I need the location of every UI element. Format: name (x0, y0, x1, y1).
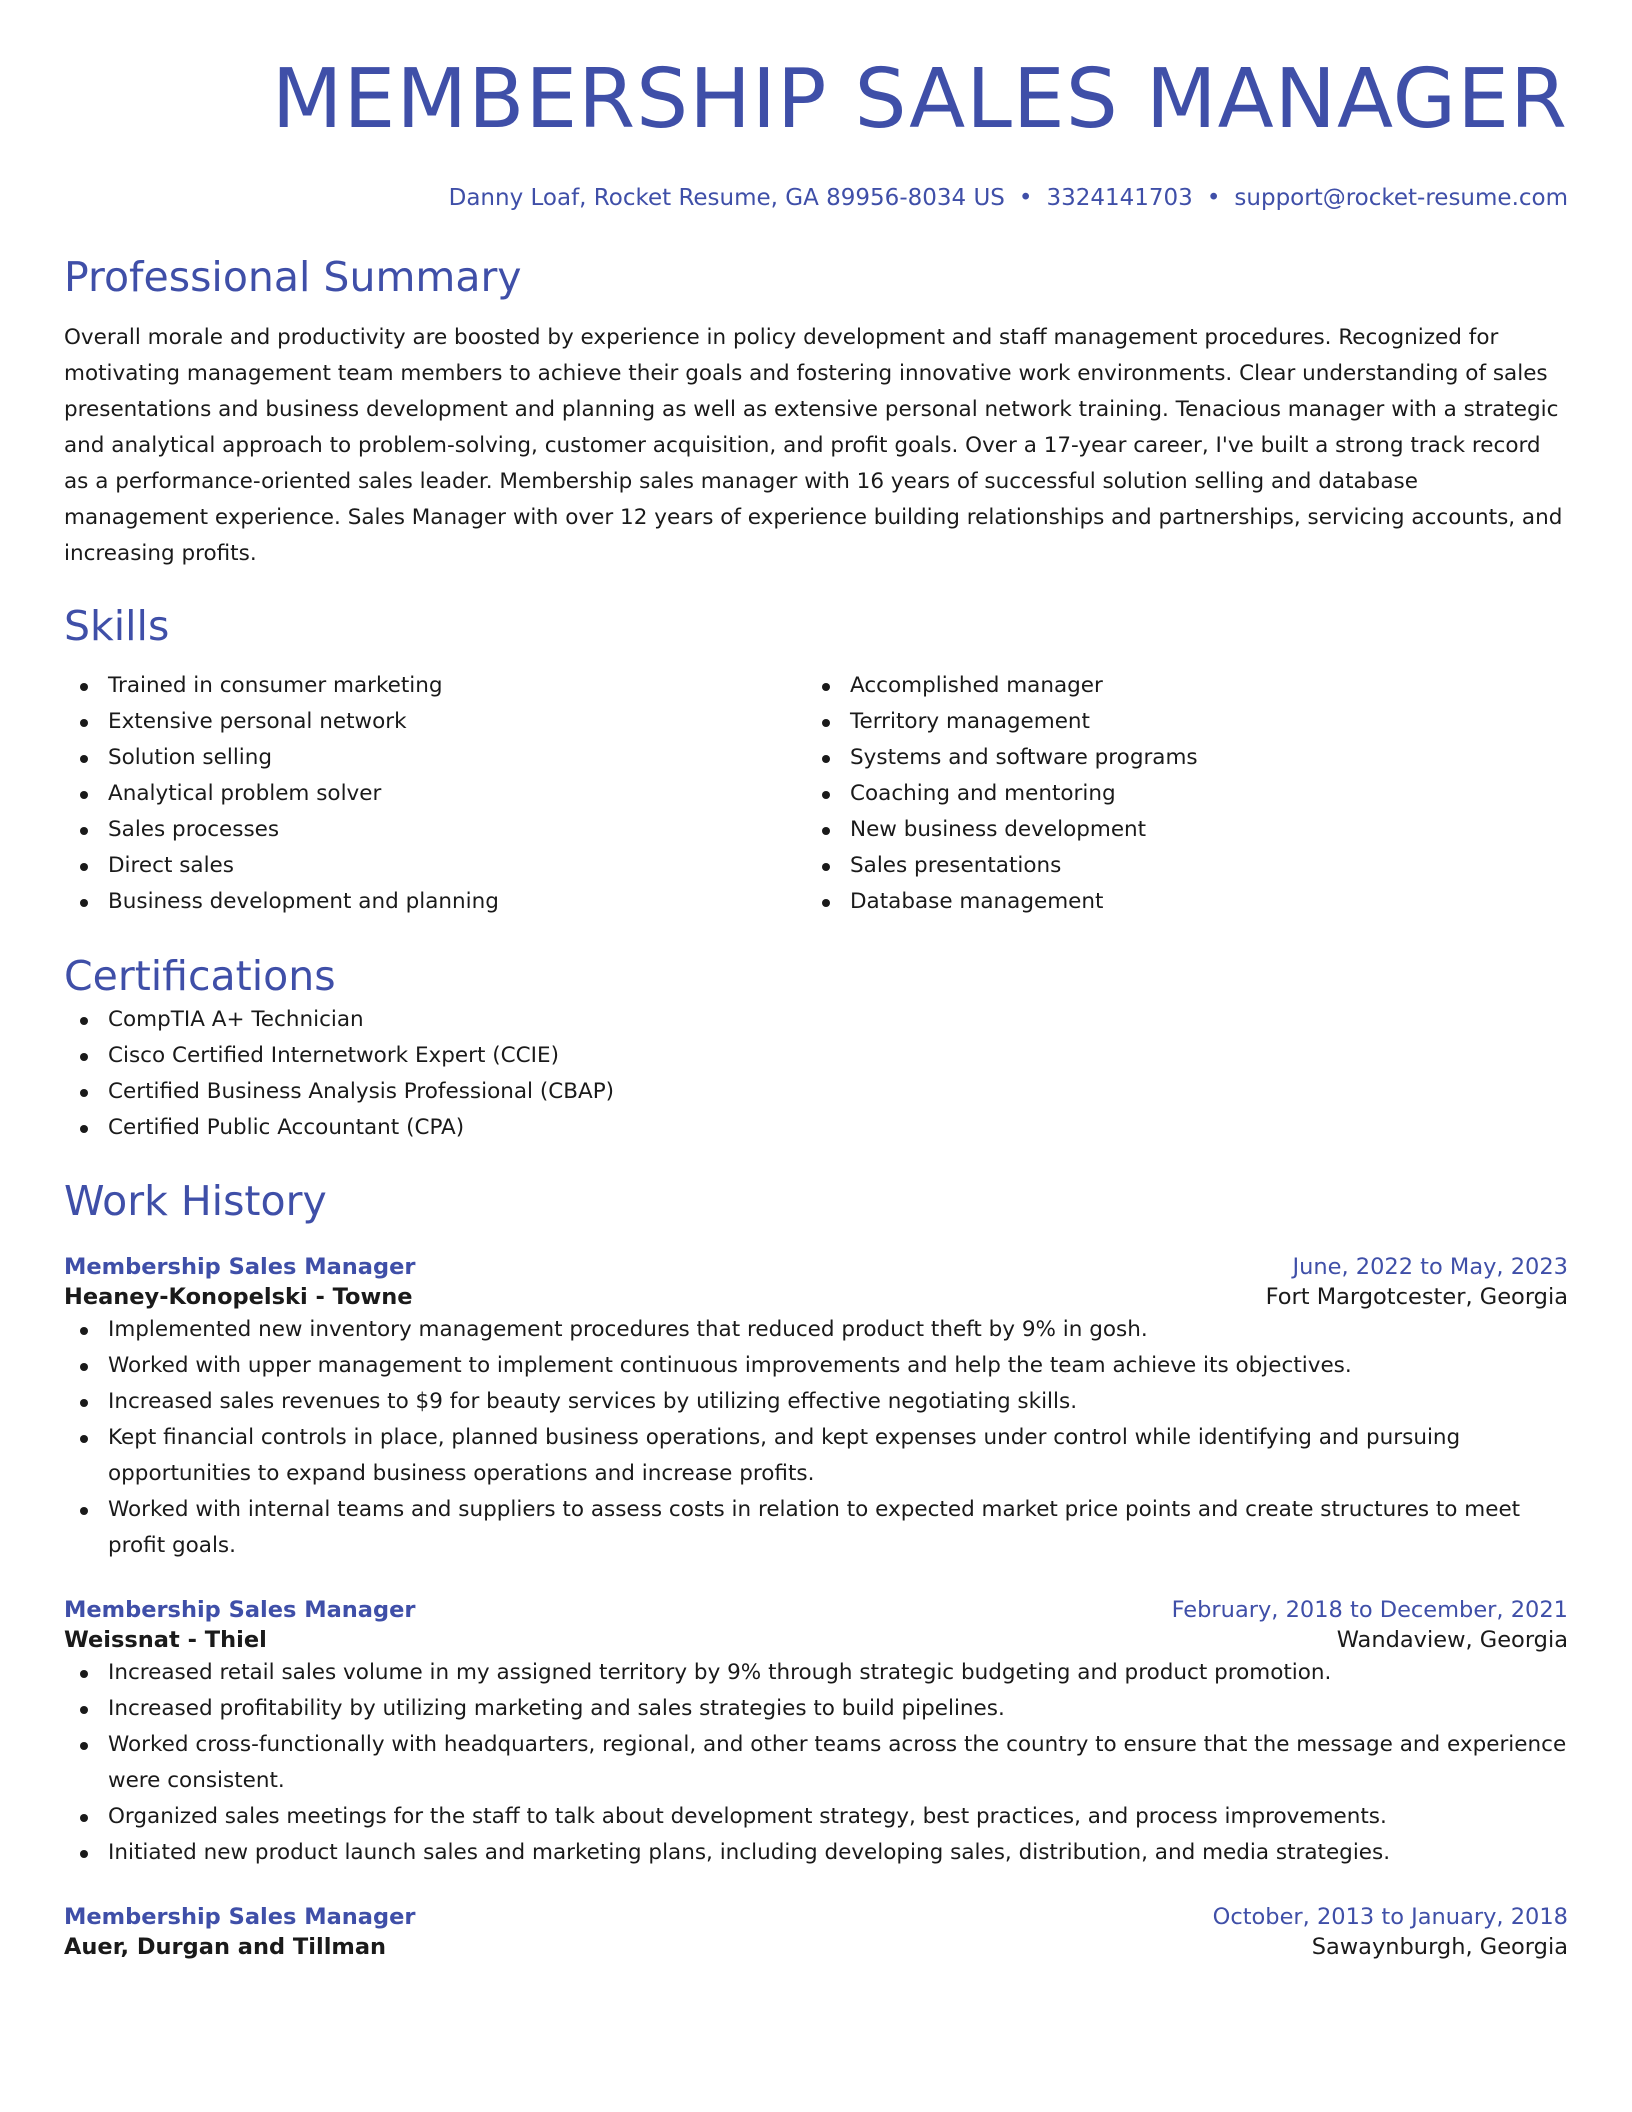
skill-item: Coaching and mentoring (806, 776, 1548, 812)
job-bullet: Kept financial controls in place, planned business operations, and kept expenses under control while identifying and pursuing opportunities to expand business operations and increase profits. (64, 1420, 1568, 1492)
job-location: Wandaview, Georgia (1336, 1627, 1568, 1653)
skills-right-list (806, 668, 1548, 920)
job-bullet: Implemented new inventory management procedures that reduced product theft by 9% in gosh. (64, 1312, 1568, 1348)
job-bullet: Increased retail sales volume in my assigned territory by 9% through strategic budgeting and product promotion. (64, 1655, 1568, 1691)
contact-line (64, 183, 1568, 213)
contact-separator: • (1018, 185, 1033, 211)
job-header-row (64, 1902, 1568, 1932)
skills-columns (64, 668, 1568, 920)
job-bullet: Worked with upper management to implement continuous improvements and help the team achieve its objectives. (64, 1348, 1568, 1384)
skill-item: Systems and software programs (806, 740, 1548, 776)
job-dates: October, 2013 to January, 2018 (1212, 1904, 1568, 1930)
job-title: Membership Sales Manager (64, 1597, 416, 1623)
skill-item: Database management (806, 884, 1548, 920)
skills-heading: Skills (64, 602, 170, 650)
certification-item: Certified Public Accountant (CPA) (64, 1110, 1568, 1146)
skill-item: Accomplished manager (806, 668, 1548, 704)
job-title: Membership Sales Manager (64, 1254, 416, 1280)
job-bullet: Worked with internal teams and suppliers to assess costs in relation to expected market price points and create structures to meet profit goals. (64, 1492, 1568, 1564)
skill-item: New business development (806, 812, 1548, 848)
job-bullet: Worked cross-functionally with headquarters, regional, and other teams across the country to ensure that the message and experience were consistent. (64, 1727, 1568, 1799)
job-dates: June, 2022 to May, 2023 (1292, 1254, 1568, 1280)
job-title: Membership Sales Manager (64, 1904, 416, 1930)
certification-item: Certified Business Analysis Professional (CBAP) (64, 1074, 1568, 1110)
job-entry (64, 1252, 1568, 1564)
work-history-heading: Work History (64, 1177, 327, 1225)
job-dates: February, 2018 to December, 2021 (1171, 1597, 1568, 1623)
job-bullets (64, 1312, 1568, 1564)
job-header-row (64, 1595, 1568, 1625)
contact-phone: 3324141703 (1046, 185, 1193, 211)
skill-item: Sales processes (64, 812, 806, 848)
skill-item: Direct sales (64, 848, 806, 884)
contact-email: support@rocket-resume.com (1234, 185, 1568, 211)
job-employer-row (64, 1932, 1568, 1962)
job-entry (64, 1595, 1568, 1871)
summary-heading: Professional Summary (64, 253, 522, 301)
job-entry (64, 1902, 1568, 1962)
job-company: Weissnat - Thiel (64, 1627, 267, 1653)
job-header-row (64, 1252, 1568, 1282)
skill-item: Sales presentations (806, 848, 1548, 884)
job-employer-row (64, 1625, 1568, 1655)
resume-title: MEMBERSHIP SALES MANAGER (271, 52, 1568, 147)
contact-separator: • (1206, 185, 1221, 211)
certification-item: Cisco Certified Internetwork Expert (CCIE) (64, 1038, 1568, 1074)
certifications-list (64, 1002, 1568, 1146)
job-bullet: Organized sales meetings for the staff to talk about development strategy, best practices, and process improvements. (64, 1799, 1568, 1835)
job-location: Fort Margotcester, Georgia (1265, 1284, 1568, 1310)
job-bullet: Increased profitability by utilizing marketing and sales strategies to build pipelines. (64, 1691, 1568, 1727)
job-bullets (64, 1655, 1568, 1871)
skills-left-list (64, 668, 806, 920)
skill-item: Analytical problem solver (64, 776, 806, 812)
certification-item: CompTIA A+ Technician (64, 1002, 1568, 1038)
skill-item: Trained in consumer marketing (64, 668, 806, 704)
job-bullet: Increased sales revenues to $9 for beauty services by utilizing effective negotiating skills. (64, 1384, 1568, 1420)
certifications-heading: Certifications (64, 952, 336, 1000)
job-employer-row (64, 1282, 1568, 1312)
skill-item: Territory management (806, 704, 1548, 740)
summary-text: Overall morale and productivity are boosted by experience in policy development and staff management procedures. Recognized for motivating management team members to achieve their goals and fostering innovative work environments. Clear understanding of sales presentations and business development and planning as well as extensive personal network training. Tenacious manager with a strategic and analytical approach to problem-solving, customer acquisition, and profit goals. Over a 17-year career, I've built a strong track record as a performance-oriented sales leader. Membership sales manager with 16 years of successful solution selling and database management experience. Sales Manager with over 12 years of experience building relationships and partnerships, servicing accounts, and increasing profits. (64, 325, 1563, 566)
job-location: Sawaynburgh, Georgia (1311, 1934, 1568, 1960)
skill-item: Solution selling (64, 740, 806, 776)
skill-item: Business development and planning (64, 884, 806, 920)
contact-address: Danny Loaf, Rocket Resume, GA 89956-8034 US (448, 185, 1005, 211)
job-bullet: Initiated new product launch sales and marketing plans, including developing sales, distribution, and media strategies. (64, 1835, 1568, 1871)
skill-item: Extensive personal network (64, 704, 806, 740)
job-company: Heaney-Konopelski - Towne (64, 1284, 413, 1310)
job-company: Auer, Durgan and Tillman (64, 1934, 387, 1960)
